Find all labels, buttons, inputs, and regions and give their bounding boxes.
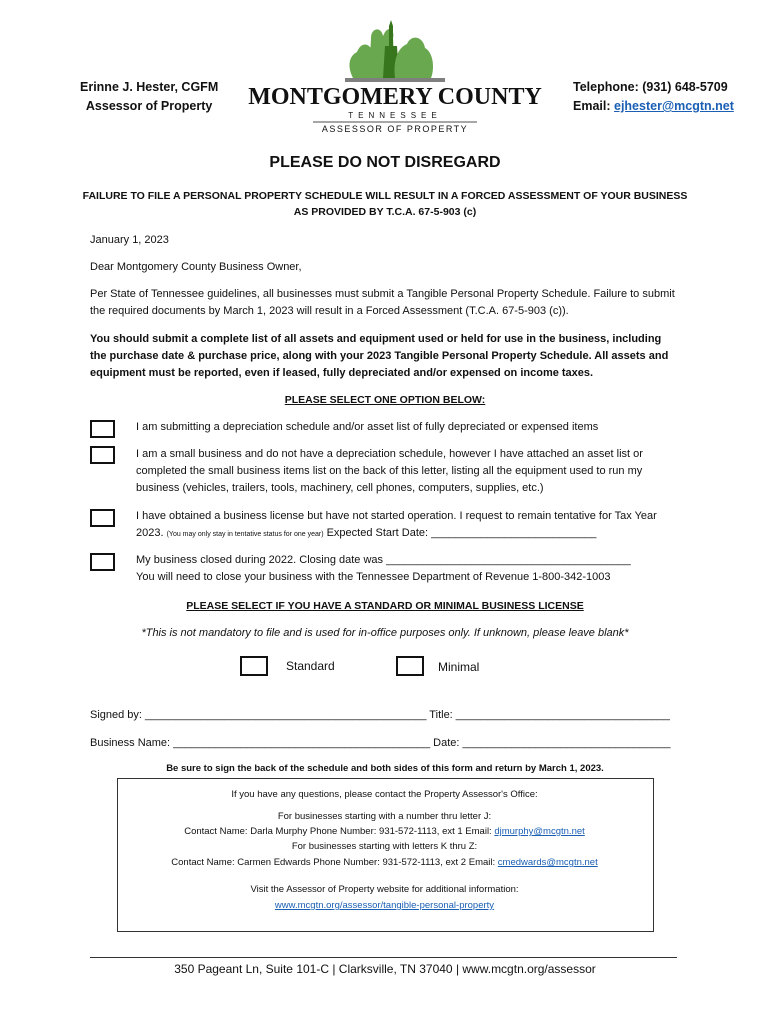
- logo-office: ASSESSOR OF PROPERTY: [321, 124, 469, 134]
- telephone: Telephone: (931) 648-5709: [573, 80, 728, 94]
- paragraph-2: You should submit a complete list of all assets and equipment used or held for use in the business, including the purchase date & purchase price, along with your 2023 Tangible Personal Property Schedule. All assets and equipment must be reported, even if leased, fully depreciated and/or expensed on income taxes.: [90, 333, 669, 379]
- option-3-checkbox[interactable]: [90, 509, 115, 527]
- select-option-heading: PLEASE SELECT ONE OPTION BELOW:: [284, 394, 486, 406]
- group-1-contact-text: Contact Name: Darla Murphy Phone Number: 931-572-1113, ext 1 Email:: [184, 826, 495, 837]
- website-line: [117, 900, 652, 912]
- option-1-checkbox[interactable]: [90, 420, 115, 438]
- page-title: PLEASE DO NOT DISREGARD: [269, 154, 501, 171]
- group-2-email-link[interactable]: cmedwards@mcgtn.net: [497, 857, 598, 868]
- group-2-contact-text: Contact Name: Carmen Edwards Phone Number: 931-572-1113, ext 2 Email:: [171, 857, 498, 868]
- license-heading: PLEASE SELECT IF YOU HAVE A STANDARD OR MINIMAL BUSINESS LICENSE: [186, 600, 584, 612]
- license-note: *This is not mandatory to file and is used for in-office purposes only. If unknown, please leave blank*: [141, 627, 629, 639]
- assessor-name: Erinne J. Hester, CGFM: [80, 80, 219, 94]
- minimal-label: Minimal: [438, 660, 480, 674]
- warning-line-1: FAILURE TO FILE A PERSONAL PROPERTY SCHEDULE WILL RESULT IN A FORCED ASSESSMENT OF YOUR BUSINESS: [82, 190, 688, 202]
- option-2-text: I am a small business and do not have a depreciation schedule, however I have attached an asset list or completed the small business items list on the back of this letter, listing all the equipment used to run my business (vehicles, trailers, tools, machinery, cell phones, computers, supplies, etc.): [136, 448, 643, 494]
- option-4-text: [136, 552, 681, 586]
- email-line: [573, 97, 734, 116]
- logo-county-name: MONTGOMERY COUNTY: [248, 84, 542, 110]
- signed-by-line[interactable]: Signed by: ______________________________________________ Title: ___________________________________: [90, 709, 670, 721]
- group-2-heading: For businesses starting with letters K thru Z:: [291, 841, 478, 852]
- warning-line-2: AS PROVIDED BY T.C.A. 67-5-903 (c): [293, 206, 477, 218]
- option-4-closing: My business closed during 2022. Closing date was ________________________________________: [136, 554, 631, 566]
- salutation: Dear Montgomery County Business Owner,: [90, 261, 302, 273]
- standard-checkbox[interactable]: [240, 656, 268, 676]
- group-2-contact: [117, 857, 652, 869]
- paragraph-1: Per State of Tennessee guidelines, all businesses must submit a Tangible Personal Property Schedule. Failure to submit the required documents by March 1, 2023 will result in a Forced Assessment (T.C.A. 67-5-903 (c)).: [90, 288, 675, 317]
- business-name-line[interactable]: Business Name: __________________________________________ Date: __________________________________: [90, 737, 671, 749]
- letter-date: January 1, 2023: [90, 234, 169, 246]
- footer-divider: [90, 957, 677, 958]
- group-1-contact: [117, 826, 652, 838]
- option-1-text: I am submitting a depreciation schedule and/or asset list of fully depreciated or expensed items: [136, 421, 599, 433]
- email-link[interactable]: ejhester@mcgtn.net: [614, 99, 734, 113]
- option-2-checkbox[interactable]: [90, 446, 115, 464]
- standard-label: Standard: [286, 659, 335, 673]
- group-1-email-link[interactable]: djmurphy@mcgtn.net: [494, 826, 585, 837]
- county-logo: [235, 12, 555, 134]
- logo-state: TENNESSEE: [348, 111, 442, 120]
- skyline-icon: [345, 20, 445, 82]
- group-1-heading: For businesses starting with a number thru letter J:: [277, 811, 492, 822]
- option-4-checkbox[interactable]: [90, 553, 115, 571]
- email-label: Email:: [573, 99, 614, 113]
- option-3-note: (You may only stay in tentative status for one year): [166, 531, 324, 538]
- return-note: Be sure to sign the back of the schedule and both sides of this form and return by March 1, 2023.: [166, 763, 604, 774]
- assessor-title: Assessor of Property: [85, 99, 213, 113]
- footer-address: 350 Pageant Ln, Suite 101-C | Clarksville, TN 37040 | www.mcgtn.org/assessor: [174, 962, 596, 976]
- minimal-checkbox[interactable]: [396, 656, 424, 676]
- warning-text: [80, 188, 690, 220]
- website-link[interactable]: www.mcgtn.org/assessor/tangible-personal-property: [274, 900, 495, 911]
- assessor-info: [80, 78, 218, 116]
- option-3-start-date: Expected Start Date: ___________________________: [323, 527, 597, 539]
- option-3-main: I have obtained a business license but have not started operation. I request to remain tentative for Tax Year 2023.: [136, 510, 657, 539]
- option-4-revenue-note: You will need to close your business with the Tennessee Department of Revenue 1-800-342-1003: [136, 571, 611, 583]
- contact-intro: If you have any questions, please contact the Property Assessor's Office:: [231, 789, 538, 800]
- option-3-text: [136, 508, 681, 543]
- contact-header: [573, 78, 734, 116]
- website-intro: Visit the Assessor of Property website for additional information:: [250, 884, 519, 895]
